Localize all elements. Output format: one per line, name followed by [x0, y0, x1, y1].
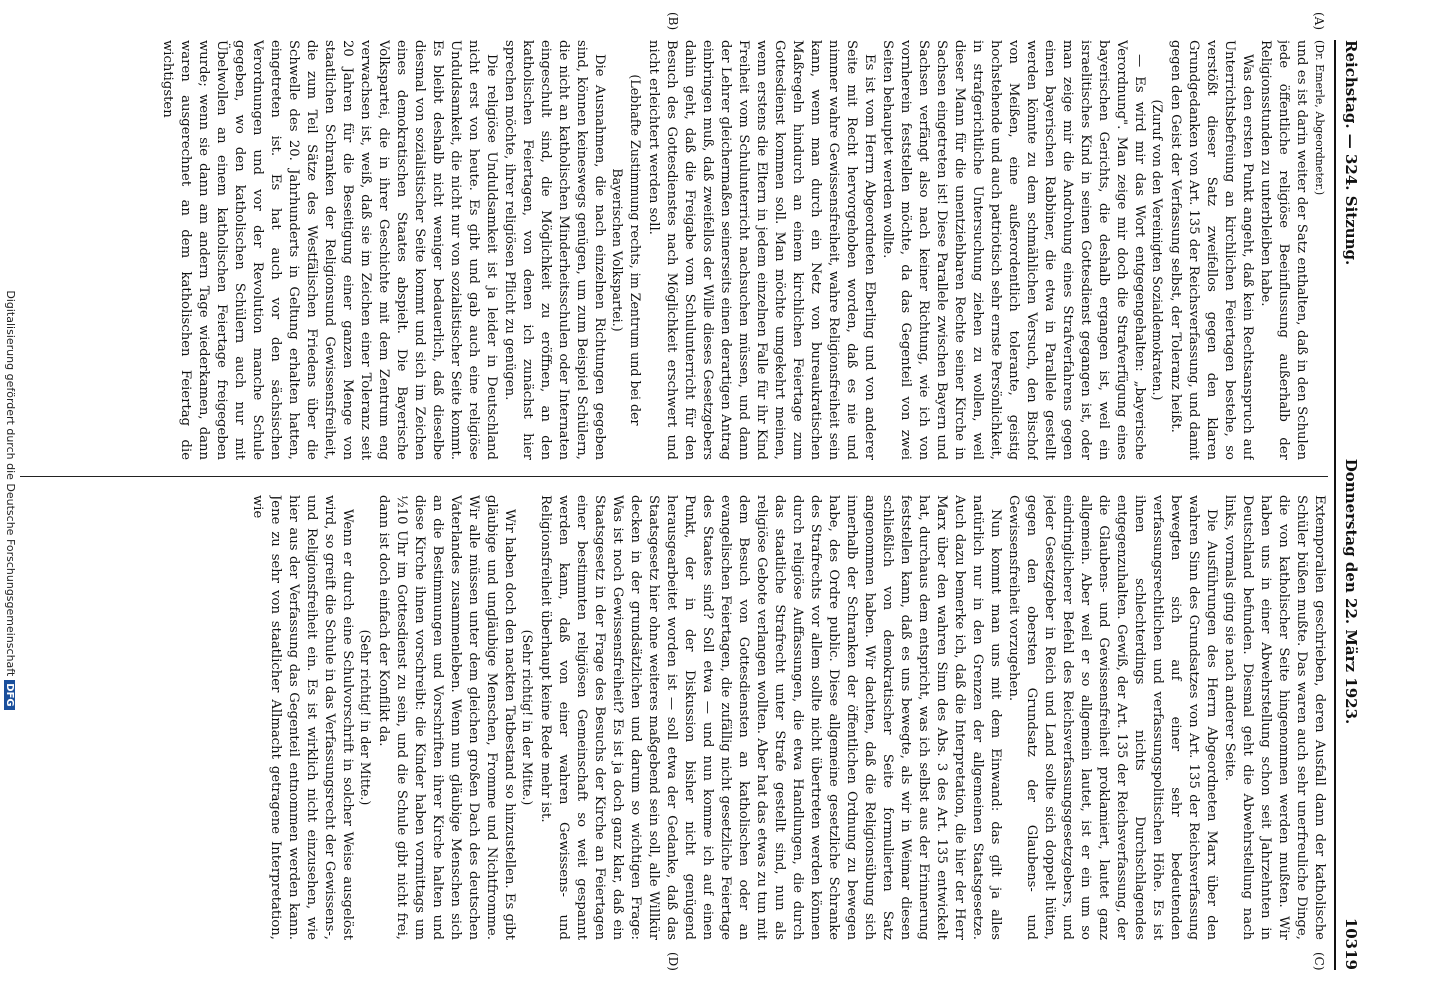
right-column: [16, 495, 1328, 940]
interjection: (Lebhafte Zustimmung rechts, im Zentrum und bei der Bayerischen Volkspartei.): [610, 74, 643, 426]
paragraph: Wenn er durch eine Schulvorschrift in solcher Weise ausgelöst wird, so greift die Schule in das Verfassungsrecht der Gewissens-, und Religionsfreiheit ein. Es ist wirklich nicht einzusehen, wie hier aus der Verfassung das Gegenteil entnommen werden kann. Jene zu sehr von staatlicher Allmacht getragene Interpretation, wie: [250, 495, 355, 940]
paragraph: Die Ausnahmen, die nach einzelnen Richtungen gegeben sind, können keineswegs genügen, um zum Beispiel Schülern, die nicht an katholischen Minderheitsschulen oder Internaten eingeschult sind, die Möglichkeit zu eröffnen, an den katholischen Feiertagen, von denen ich zunächst hier sprechen möchte, ihrer religiösen Pflicht zu genügen.: [502, 40, 607, 460]
paragraph: — Es wird mir das Wort entgegengehalten: „bayerische Verordnung". Man zeige mir doch die Strafverfügung eines bayerischen Gerichts, die deshalb ergangen ist, weil ein israelitisches Kind in seinen Gottesdienst gegangen ist, oder man zeige mir die Androhung eines Strafverfahrens gegen einen bayerischen Rabbiner, die etwa in Parallele gestellt werden könnte zu dem schmählichen Versuch, den Bischof von Meißen, eine außerordentlich tolerante, geistig hochstehende und auch patriotisch sehr ernste Persönlichkeit, in strafgerichtliche Untersuchung ziehen zu wollen, weil dieser Mann für die unentziehbaren Rechte seiner Kirche in Sachsen eingetreten ist! Diese Parallele zwischen Bayern und Sachsen verfängt also nach keiner Richtung, wie ich von vornherein feststellen möchte, da das Gegenteil von zwei Seiten behauptet werden wollte.: [880, 40, 1147, 460]
digitization-credit: [4, 0, 17, 1000]
paragraph: und es ist darin weiter der Satz enthalten, daß in den Schulen jede öffentliche religiöse Beeinflussung außerhalb der Religionsstunden zu unterbleiben habe.: [1258, 40, 1309, 460]
paragraph: Extemporalien geschrieben, deren Ausfall dann der katholische Schüler büßen mußte. Das waren auch sehr unerfreuliche Dinge, die von katholischer Seite hingenommen werden mußten. Wir haben uns in einer Abwehrstellung schon seit Jahrzehnten in Deutschland befunden. Diesmal geht die Abwehrstellung nach links, vormals ging sie nach anderer Seite.: [1222, 495, 1327, 940]
paragraph: Die religiöse Unduldsamkeit ist ja leider in Deutschland nicht erst von heute. Es gibt und gab auch eine religiöse Unduldsamkeit, die nicht nur von sozialistischer Seite kommt. Es bleibt deshalb nicht weniger bedauerlich, daß dieselbe diesmal von sozialistischer Seite kommt und sich im Zeichen eines demokratischen Staates abspielt. Die Bayerische Volkspartei, die in ihrer Geschichte mit dem Zentrum eng verwachsen ist, weiß, daß sie im Zeichen einer Toleranz seit 20 Jahren für die Beseitigung einer ganzen Menge von staatlichen Schranken der Religionsund Gewissensfreiheit, die zum Teil Sätze des Westfälischen Friedens über die Schwelle des 20. Jahrhunderts in Geltung erhalten hatten, eingetreten ist. Es hat auch vor den sächsischen Verordnungen und vor der Revolution manche Schule gegeben, wo den katholischen Schülern auch nur mit Übelwollen an einem katholischen Feiertage freigegeben wurde; wenn sie dann am andern Tage wiederkamen, dann waren ausgerechnet an dem katholischen Feiertag die wichtigsten: [160, 40, 499, 460]
margin-mark-b: (B): [666, 12, 680, 31]
dfg-logo: DFG: [4, 680, 15, 709]
paragraph: Was den ersten Punkt angeht, daß kein Rechtsanspruch auf Unterrichtsbefreiung an kirchlichen Feiertagen bestehe, so verstößt dieser Satz zweifellos gegen den klaren Grundgedanken von Art. 135 der Reichsverfassung, und damit gegen den Geist der Verfassung selbst, der Toleranz heißt.: [1168, 40, 1255, 460]
interjection: (Sehr richtig! in der Mitte.): [358, 629, 373, 806]
paragraph: Es ist vom Herrn Abgeordneten Eberling und von anderer Seite mit Recht hervorgehoben worden, daß es nie und nimmer wahre Gewissensfreiheit, wahre Religionsfreiheit sein kann, wenn man durch ein Netz von bureaukratischen Maßregeln hindurch an einem kirchlichen Feiertage zum Gottesdienst kommen soll. Man möchte umgekehrt meinen, wenn erstens die Eltern in jedem einzelnen Falle für ihr Kind Freiheit vom Schulunterricht nachsuchen müssen, und dann der Lehrer gleichermaßen seinerseits einen derartigen Antrag einbringen muß, daß zweifellos der Wille dieses Gesetzgebers dahin geht, daß die Freigabe vom Schulunterricht für den Besuch des Gottesdienstes nach Möglichkeit erschwert und nicht erleichtert werden soll.: [646, 40, 877, 460]
header-rule: [1334, 40, 1336, 970]
page-number: 10319: [1342, 917, 1360, 970]
page-header: [1338, 40, 1360, 970]
margin-mark-c: (C): [1312, 952, 1326, 971]
paragraph: Die Ausführungen des Herrn Abgeordneten Marx über den wahren Sinn des Grundsatzes von Art. 135 der Reichsverfassung bewegten sich auf einer sehr bedeutenden verfassungsrechtlichen und verfassungspolitischen Höhe. Es ist ihnen schlechterdings nichts Durchschlagendes entgegenzuhalten. Gewiß, der Art. 135 der Reichsverfassung, der die Glaubens- und Gewissensfreiheit proklamiert, lautet ganz allgemein. Aber weil er so allgemein lautet, ist er ein um so eindringlicherer Befehl des Reichsverfassungsgesetzgebers, und jeder Gesetzgeber in Reich und Land sollte sich doppelt hüten, gegen den obersten Grundsatz der Glaubens- und Gewissensfreiheit vorzugehen.: [1006, 495, 1219, 940]
paragraph: Nun kommt man uns mit dem Einwand: das gilt ja alles natürlich nur in den Grenzen der allgemeinen Staatsgesetze. Auch dazu bemerke ich, daß die Interpretation, die hier der Herr Marx über den wahren Sinn des Abs. 3 des Art. 135 entwickelt hat, durchaus dem entspricht, was ich selbst aus der Erinnerung feststellen kann, daß es uns bewegte, als wir in Weimar diesen schließlich von demokratischer Seite formulierten Satz angenommen haben. Wir dachten, daß die Religionsübung sich innerhalb der Schranken der öffentlichen Ordnung zu bewegen habe, des Ordre public. Diese allgemeine gesetzliche Schranke des Strafrechts vor allem sollte nicht übertreten werden können durch religiöse Auffassungen, die etwa Handlungen, die durch das staatliche Strafrecht unter Strafe gestellt sind, nun als religiöse Gebote verlangen wollten. Aber hat das etwas zu tun mit dem Besuch von Gottesdiensten an katholischen oder an evangelischen Feiertagen, die zufällig nicht gesetzliche Feiertage des Staates sind? Soll etwa — und nun komme ich auf einen Punkt, der in der Diskussion bisher nicht genügend herausgearbeitet worden ist — soll etwa der Gedanke, daß das Staatsgesetz hier ohne weiteres maßgebend sein soll, alle Willkür decken in der grundsätzlichen und darum so wichtigen Frage: Was ist noch Gewissensfreiheit? Es ist ja doch ganz klar, daß ein Staatsgesetz in der Frage des Besuchs der Kirche an Feiertagen einer bestimmten religiösen Gemeinschaft so weit gespannt werden kann, daß von einer wahren Gewissens- und Religionsfreiheit überhaupt keine Rede mehr ist.: [538, 495, 1003, 940]
header-date: Donnerstag den 22. März 1923.: [1342, 458, 1360, 725]
margin-mark-d: (D): [666, 952, 680, 971]
header-title: Reichstag. — 324. Sitzung.: [1342, 40, 1360, 266]
credit-text: Digitalisierung gefördert durch die Deutsche Forschungsgemeinschaft: [4, 290, 17, 677]
interjection: (Zuruf von den Vereinigten Sozialdemokraten.): [1150, 99, 1165, 401]
left-column: [16, 40, 1328, 460]
paragraph: Wir haben doch den nackten Tatbestand so hinzustellen. Es gibt gläubige und ungläubige Menschen, Fromme und Nichtfromme. Wir alle müssen unter dem gleichen großen Dach des deutschen Vaterlandes zusammenleben. Wenn nun gläubige Menschen sich an die Bestimmungen und Vorschriften ihrer Kirche halten und diese Kirche ihnen vorschreibt: die Kinder haben vormittags um ½10 Uhr im Gottesdienst zu sein, und die Schule gibt nicht frei, dann ist doch einfach der Konflikt da.: [376, 495, 517, 940]
margin-mark-a: (A): [1312, 12, 1326, 31]
speaker-label: (Dr. Emerle, Abgeordneter.): [1313, 40, 1326, 196]
interjection: (Sehr richtig! in der Mitte.): [520, 629, 535, 806]
column-divider: [20, 476, 1328, 477]
